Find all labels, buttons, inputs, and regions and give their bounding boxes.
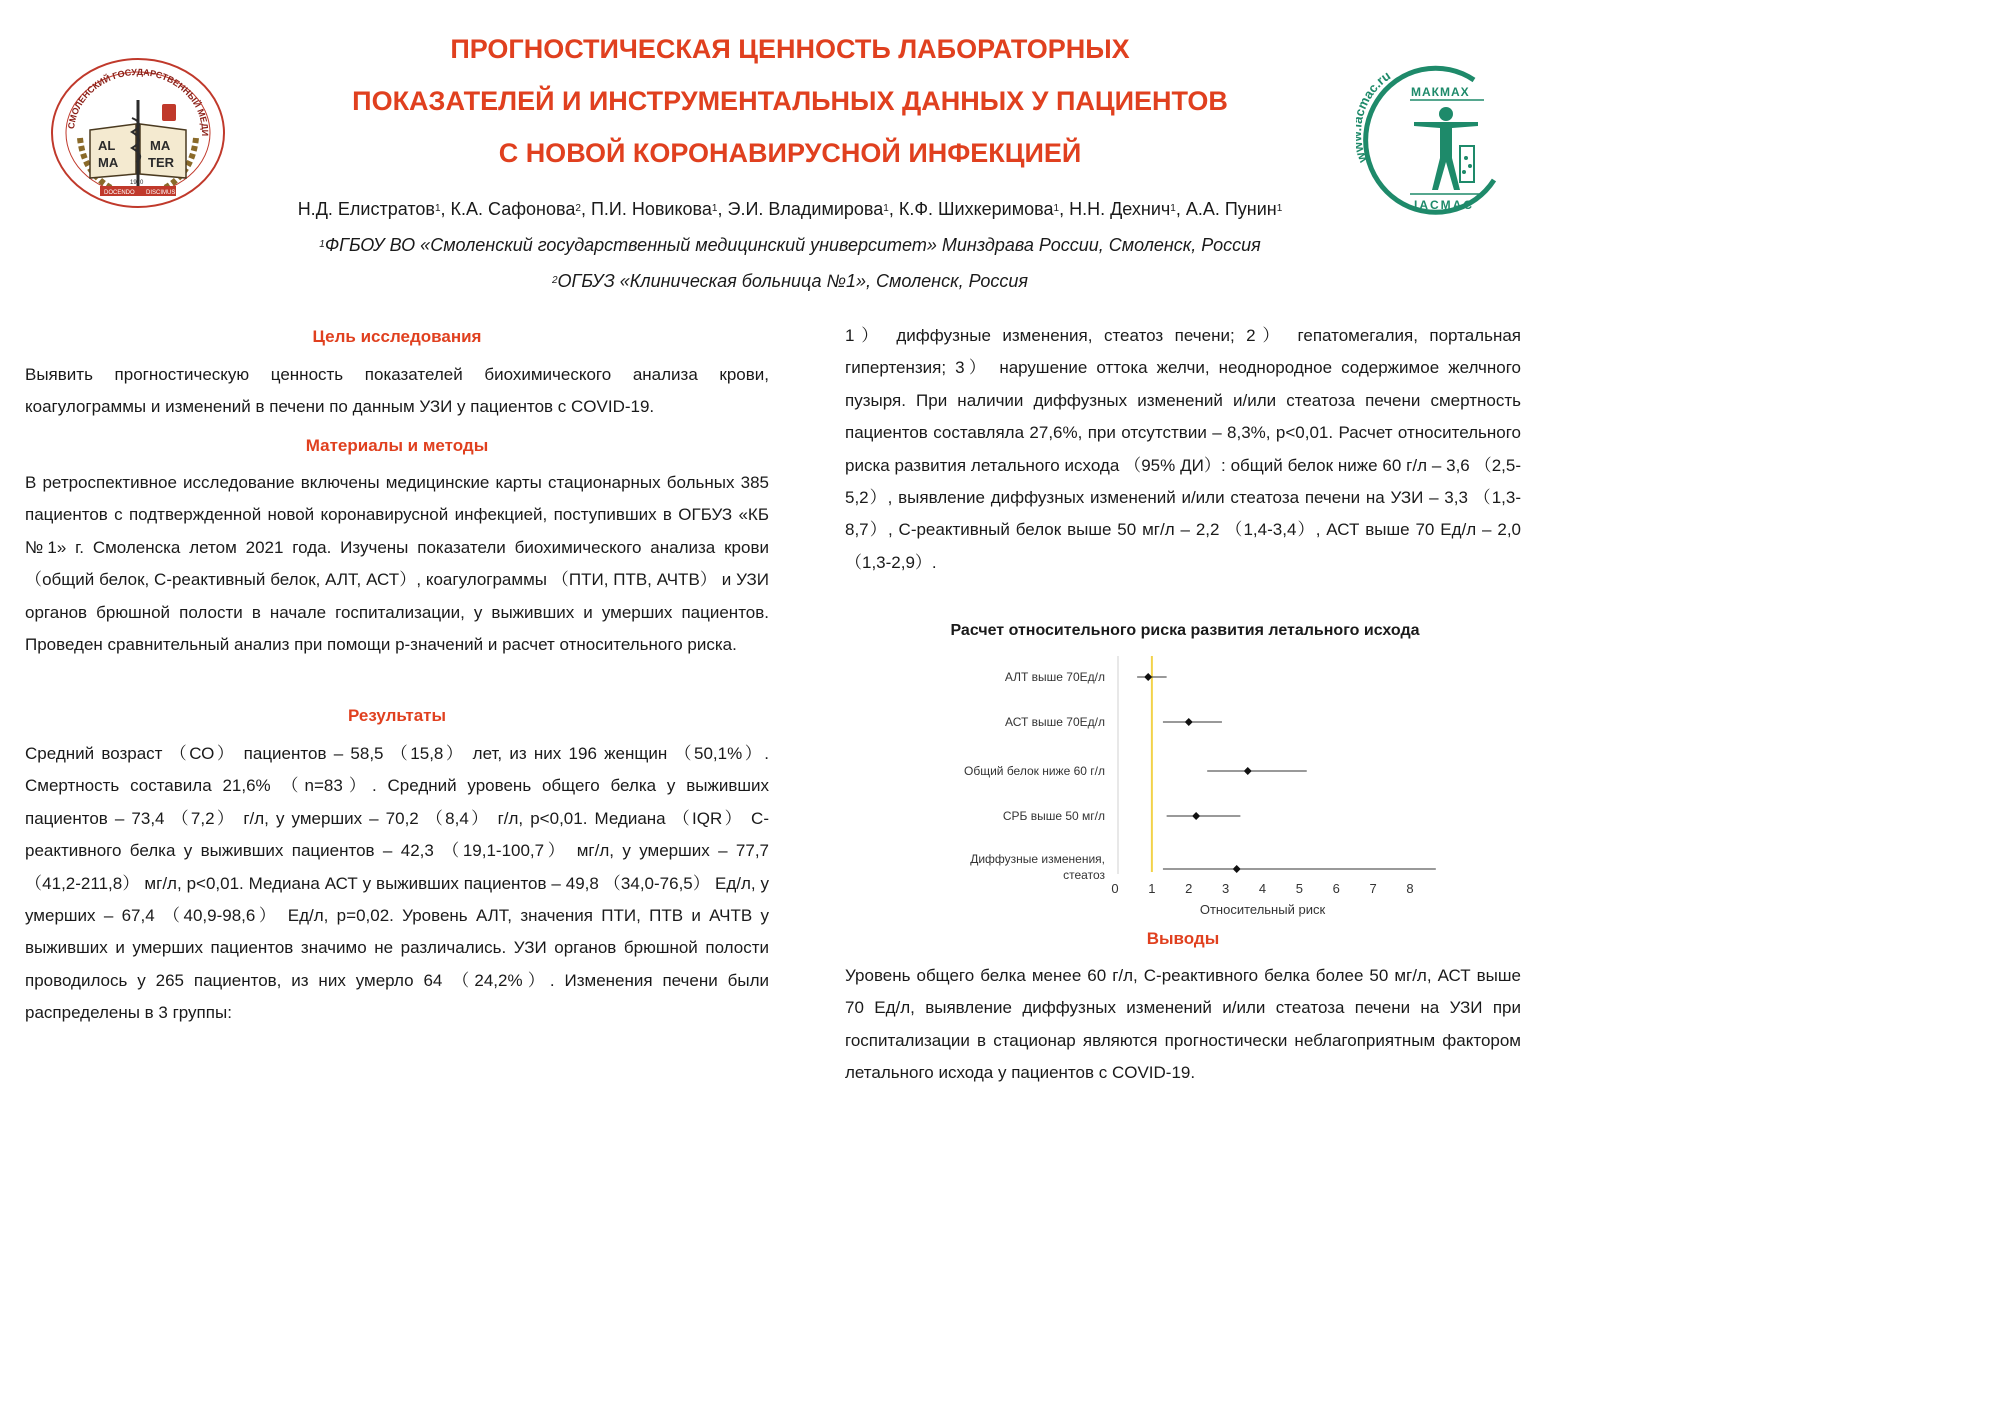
results-continued-text: 1） диффузные изменения, стеатоз печени; 2） гепатомегалия, портальная гипертензия; 3） нарушение оттока желчи, неоднородное содержимое желчного пузыря. При наличии диффузных изменений и/или стеатоза печени смертность пациентов составляла 27,6%, при отсутствии – 8,3%, p<0,01. Расчет относительного риска развития летального исхода （95% ДИ）: общий белок ниже 60 г/л – 3,6 （2,5-5,2）, выявление диффузных изменений и/или стеатоза печени на УЗИ – 3,3 （1,3-8,7）, С-реактивный белок выше 50 мг/л – 2,2 （1,4-3,4）, АСТ выше 70 Ед/л – 2,0 （1,3-2,9）. xyxy=(845,326,1521,572)
conclusions-heading: Выводы xyxy=(1146,929,1220,948)
logo-ma2: MA xyxy=(150,138,171,153)
author: Н.Д. Елистратов$^1$ xyxy=(297,199,441,219)
logo-ma1: MA xyxy=(98,155,119,170)
estimate-point xyxy=(1192,812,1200,820)
category-label: АЛТ выше 70Ед/л xyxy=(1004,670,1105,684)
university-logo xyxy=(50,58,226,208)
x-tick-label: 7 xyxy=(1369,881,1377,896)
logo-top-text: МАКМАХ xyxy=(1411,85,1470,99)
methods-text: В ретроспективное исследование включены медицинские карты стационарных больных 385 пациентов с подтвержденной новой коронавирусной инфекцией, поступивших в ОГБУЗ «КБ №1» г. Смоленска летом 2021 года. Изучены показатели биохимического анализа крови （общий белок, С-реактивный белок, АЛТ, АСТ）, коагулограммы （ПТИ, ПТВ, АЧТВ） и УЗИ органов брюшной полости в начале госпитализации, у выживших и умерших пациентов. Проведен сравнительный анализ при помощи p-значений и расчет относительного риска. xyxy=(25,473,769,655)
logo-bottom-text: IACMAC xyxy=(1414,198,1474,212)
x-tick-label: 6 xyxy=(1332,881,1340,896)
title-line-1: ПРОГНОСТИЧЕСКАЯ ЦЕННОСТЬ ЛАБОРАТОРНЫХ xyxy=(450,34,1130,64)
forest-plot xyxy=(900,648,1460,920)
results-heading: Результаты xyxy=(347,706,446,725)
author: Н.Н. Дехнич$^1$ xyxy=(1069,199,1176,219)
x-tick-label: 0 xyxy=(1111,881,1119,896)
author: П.И. Новикова$^1$ xyxy=(590,199,718,219)
logo-year: 1920 xyxy=(130,180,144,186)
x-axis-label: Относительный риск xyxy=(1199,902,1326,917)
estimate-point xyxy=(1233,865,1241,873)
estimate-point xyxy=(1244,767,1252,775)
affiliation-1: $^1$ФГБОУ ВО «Смоленский государственный медицинский университет» Минздрава России, Смоленск, Россия xyxy=(319,235,1261,255)
title-line-3: С НОВОЙ КОРОНАВИРУСНОЙ ИНФЕКЦИЕЙ xyxy=(498,138,1082,168)
category-label: стеатоз xyxy=(1063,868,1105,882)
affiliation-2: $^2$ОГБУЗ «Клиническая больница №1», Смоленск, Россия xyxy=(551,271,1029,291)
chart-title: Расчет относительного риска развития летального исхода xyxy=(950,622,1420,639)
logo-ribbon-left: DOCENDO xyxy=(104,190,135,196)
category-label: СРБ выше 50 мг/л xyxy=(1002,809,1105,823)
aim-text: Выявить прогностическую ценность показателей биохимического анализа крови, коагулограммы и изменений в печени по данным УЗИ у пациентов с COVID-19. xyxy=(25,365,769,417)
author: А.А. Пунин$^1$ xyxy=(1185,199,1283,219)
x-tick-label: 1 xyxy=(1148,881,1156,896)
category-label: АСТ выше 70Ед/л xyxy=(1005,715,1105,729)
author: Э.И. Владимирова$^1$ xyxy=(727,199,889,219)
estimate-point xyxy=(1185,718,1193,726)
category-label: Общий белок ниже 60 г/л xyxy=(964,764,1105,778)
aim-heading: Цель исследования xyxy=(312,327,482,346)
logo-ring-text: СМОЛЕНСКИЙ ГОСУДАРСТВЕННЫЙ МЕДИ xyxy=(66,66,211,137)
category-label: Диффузные изменения, xyxy=(970,852,1105,866)
logo-ter: TER xyxy=(148,155,174,170)
logo-al: AL xyxy=(98,138,116,153)
results-text: Средний возраст （СО） пациентов – 58,5 （15,8） лет, из них 196 женщин （50,1%）. Смертность составила 21,6% （n=83）. Средний уровень общего белка у выживших пациентов – 73,4 （7,2） г/л, у умерших – 70,2 （8,4） г/л, p<0,01. Медиана （IQR） С-реактивного белка у выживших пациентов – 42,3 （19,1-100,7） мг/л, у умерших – 77,7 （41,2-211,8） мг/л, p<0,01. Медиана АСТ у выживших пациентов – 49,8 （34,0-76,5） Ед/л, у умерших – 67,4 （40,9-98,6） Ед/л, p=0,02. Уровень АЛТ, значения ПТИ, ПТВ и АЧТВ у выживших и умерших пациентов значимо не различались. УЗИ органов брюшной полости проводилось у 265 пациентов, из них умерло 64 （24,2%）. Изменения печени были распределены в 3 группы: xyxy=(25,744,769,1023)
poster-title xyxy=(240,23,1340,179)
authors-line: Н.Д. Елистратов$^1$, К.А. Сафонова$^2$, П.И. Новикова$^1$, Э.И. Владимирова$^1$, К.Ф. Шихкеримова$^1$, Н.Н. Дехнич$^1$, А.А. Пунин$^1$ xyxy=(297,199,1283,219)
x-tick-label: 4 xyxy=(1258,881,1267,896)
x-tick-label: 8 xyxy=(1406,881,1414,896)
methods-heading: Материалы и методы xyxy=(305,436,489,455)
title-line-2: ПОКАЗАТЕЛЕЙ И ИНСТРУМЕНТАЛЬНЫХ ДАННЫХ У ПАЦИЕНТОВ xyxy=(352,86,1228,116)
svg-text:www.iacmac.ru xyxy=(1356,68,1393,166)
author: К.Ф. Шихкеримова$^1$ xyxy=(898,199,1060,219)
logo-ribbon-right: DISCIMUS xyxy=(146,190,176,196)
author: К.А. Сафонова$^2$ xyxy=(450,199,581,219)
x-tick-label: 2 xyxy=(1185,881,1193,896)
conclusions-text: Уровень общего белка менее 60 г/л, С-реактивного белка более 50 мг/л, АСТ выше 70 Ед/л, выявление диффузных изменений и/или стеатоза печени на УЗИ при госпитализации в стационар являются прогностически неблагоприятным фактором летального исхода у пациентов с COVID-19. xyxy=(845,966,1521,1083)
x-tick-label: 3 xyxy=(1222,881,1230,896)
logo-url: ac.ru xyxy=(1359,67,1394,102)
x-tick-label: 5 xyxy=(1295,881,1303,896)
